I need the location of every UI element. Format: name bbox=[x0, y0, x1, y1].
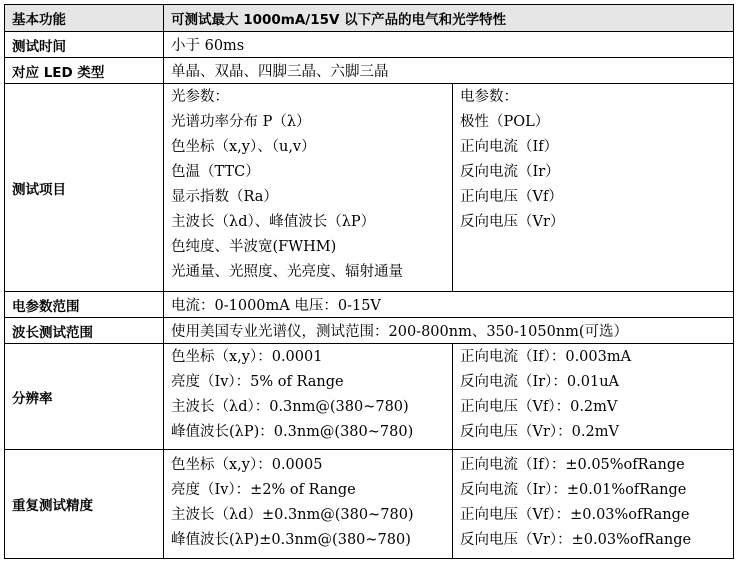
list-item: 峰值波长(λP)：0.3nm@(380~780) bbox=[171, 424, 414, 440]
list-item: 反向电流（Ir）：0.01uA bbox=[460, 374, 620, 390]
row-elec-range bbox=[5, 292, 734, 318]
label-led-type: 对应 LED 类型 bbox=[5, 58, 164, 84]
list-item: 亮度（Iv）：±2% of Range bbox=[171, 482, 356, 498]
electrical-params-list bbox=[453, 84, 733, 291]
resolution-optical-list bbox=[164, 344, 453, 449]
row-test-time bbox=[5, 32, 734, 58]
test-items-cell bbox=[164, 84, 734, 292]
list-item: 正向电流（If）：0.003mA bbox=[460, 349, 632, 365]
list-item: 色温（TTC） bbox=[171, 164, 260, 180]
list-item: 显示指数（Ra） bbox=[171, 189, 278, 205]
value-wave-range: 使用美国专业光谱仪，测试范围：200-800nm、350-1050nm(可选） bbox=[164, 318, 734, 344]
row-wave-range bbox=[5, 318, 734, 344]
spec-table bbox=[4, 4, 734, 559]
list-item: 正向电流（If） bbox=[460, 139, 559, 155]
list-item: 色坐标（x,y）、（u,v） bbox=[171, 139, 316, 155]
list-item: 主波长（λd）±0.3nm@(380~780) bbox=[171, 507, 414, 523]
repeat-accuracy-cell bbox=[164, 450, 734, 559]
list-item: 光谱功率分布 P（λ） bbox=[171, 114, 311, 130]
list-item: 反向电流（Ir）：±0.01%ofRange bbox=[460, 482, 687, 498]
list-item: 正向电压（Vf） bbox=[460, 189, 563, 205]
value-led-type: 单晶、双晶、四脚三晶、六脚三晶 bbox=[164, 58, 734, 84]
list-item: 反向电压（Vr）：±0.03%ofRange bbox=[460, 532, 692, 548]
list-item: 电参数： bbox=[460, 89, 518, 105]
label-test-items: 测试项目 bbox=[5, 84, 164, 292]
label-basic-function: 基本功能 bbox=[5, 5, 164, 32]
value-elec-range: 电流：0-1000mA 电压：0-15V bbox=[164, 292, 734, 318]
list-item: 色坐标（x,y）：0.0005 bbox=[171, 457, 323, 473]
repeat-electrical-list bbox=[453, 450, 733, 558]
list-item: 正向电压（Vf）：±0.03%ofRange bbox=[460, 507, 690, 523]
list-item: 极性（POL） bbox=[460, 114, 550, 130]
list-item: 光参数： bbox=[171, 89, 229, 105]
row-led-type bbox=[5, 58, 734, 84]
list-item: 光通量、光照度、光亮度、辐射通量 bbox=[171, 264, 403, 280]
list-item: 反向电压（Vr） bbox=[460, 214, 565, 230]
list-item: 主波长（λd）：0.3nm@(380~780) bbox=[171, 399, 409, 415]
list-item: 反向电压（Vr）：0.2mV bbox=[460, 424, 619, 440]
row-test-items bbox=[5, 84, 734, 292]
resolution-electrical-list bbox=[453, 344, 733, 449]
list-item: 反向电流（Ir） bbox=[460, 164, 560, 180]
list-item: 色纯度、半波宽(FWHM) bbox=[171, 239, 337, 255]
list-item: 色坐标（x,y）：0.0001 bbox=[171, 349, 323, 365]
row-repeat-accuracy bbox=[5, 450, 734, 559]
list-item: 正向电流（If）：±0.05%ofRange bbox=[460, 457, 685, 473]
label-wave-range: 波长测试范围 bbox=[5, 318, 164, 344]
label-repeat-accuracy: 重复测试精度 bbox=[5, 450, 164, 559]
label-elec-range: 电参数范围 bbox=[5, 292, 164, 318]
value-test-time: 小于 60ms bbox=[164, 32, 734, 58]
list-item: 峰值波长(λP)±0.3nm@(380~780) bbox=[171, 532, 411, 548]
list-item: 正向电压（Vf）：0.2mV bbox=[460, 399, 618, 415]
row-resolution bbox=[5, 344, 734, 450]
list-item: 主波长（λd）、峰值波长（λP） bbox=[171, 214, 376, 230]
label-test-time: 测试时间 bbox=[5, 32, 164, 58]
optical-params-list bbox=[164, 84, 453, 291]
list-item: 亮度（Iv）：5% of Range bbox=[171, 374, 344, 390]
value-basic-function: 可测试最大 1000mA/15V 以下产品的电气和光学特性 bbox=[164, 5, 734, 32]
row-basic-function bbox=[5, 5, 734, 32]
resolution-cell bbox=[164, 344, 734, 450]
repeat-optical-list bbox=[164, 450, 453, 558]
label-resolution: 分辨率 bbox=[5, 344, 164, 450]
